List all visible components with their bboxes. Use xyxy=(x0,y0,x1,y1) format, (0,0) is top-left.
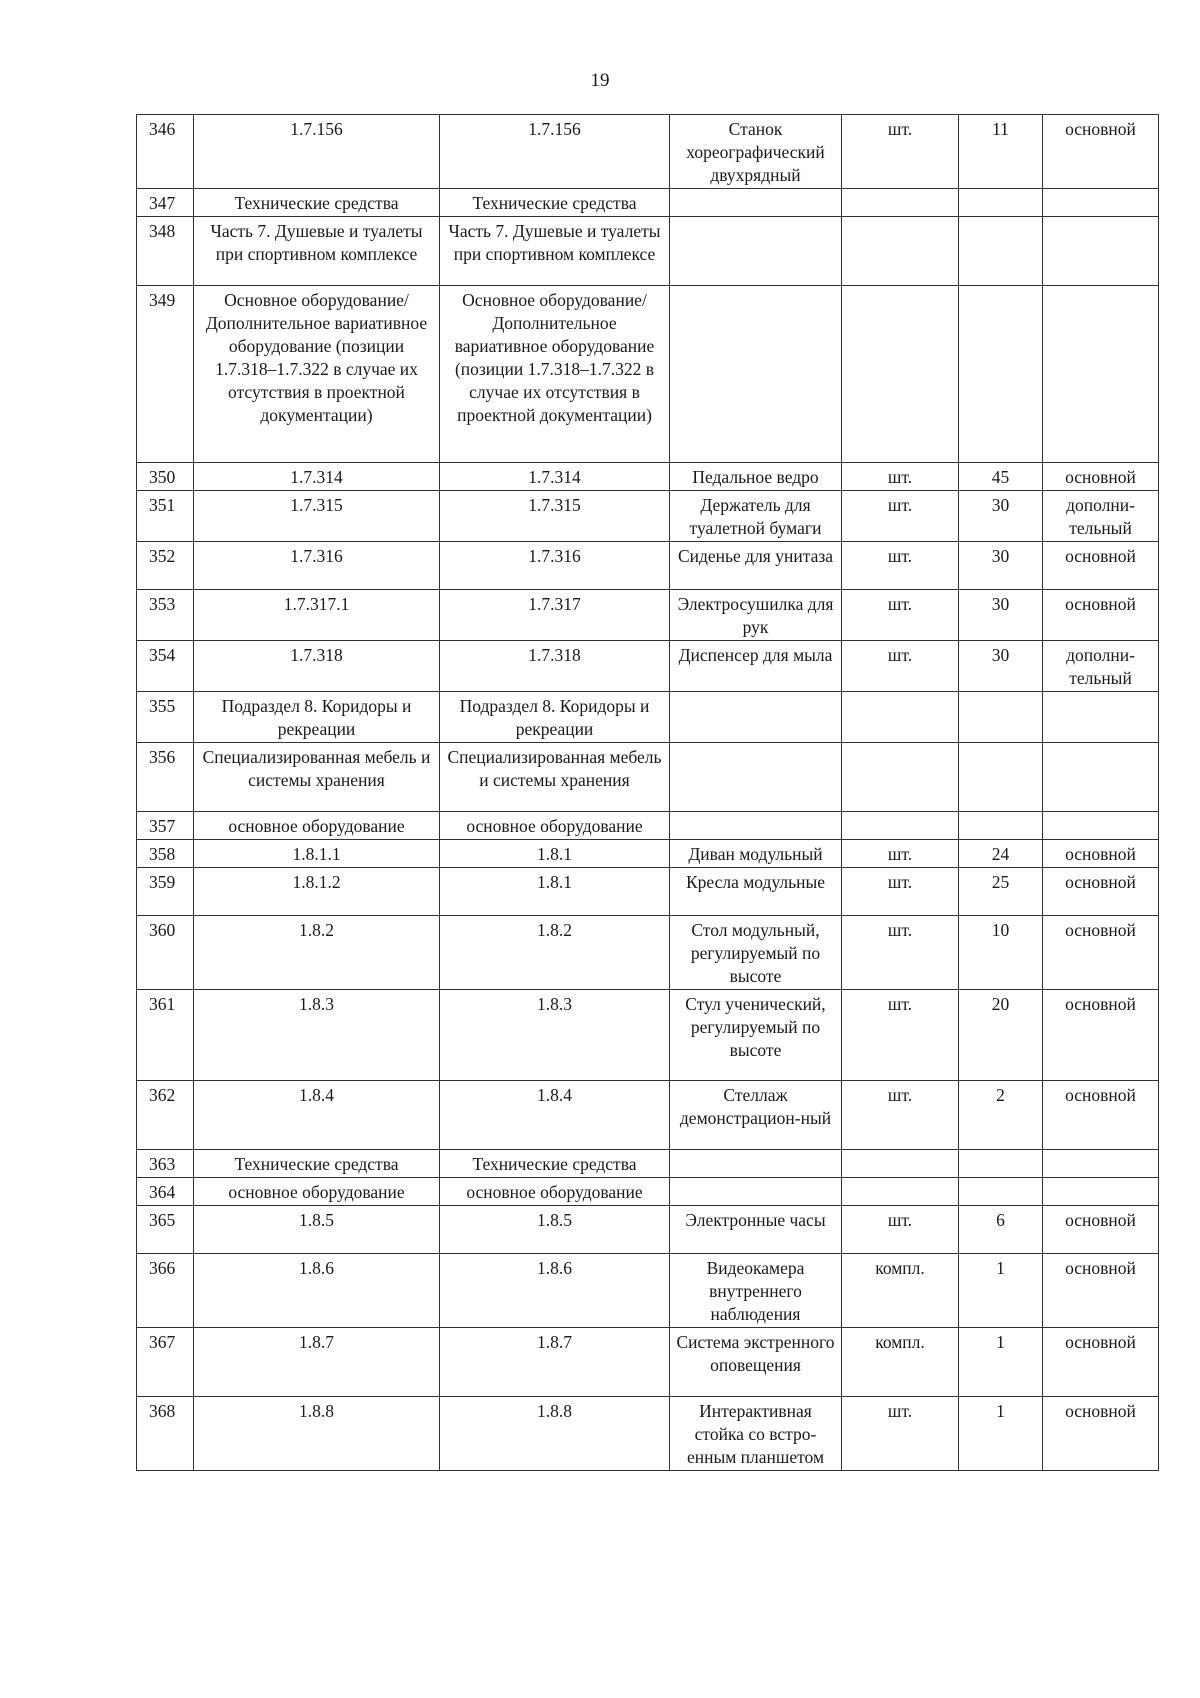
unit-cell xyxy=(842,692,959,743)
name-cell xyxy=(670,286,842,463)
unit-cell: шт. xyxy=(842,840,959,868)
code-cell: 1.7.315 xyxy=(194,491,440,542)
table-row xyxy=(137,692,1159,743)
code-cell: 1.8.6 xyxy=(194,1254,440,1328)
row-number: 358 xyxy=(137,840,194,868)
type-cell: основной xyxy=(1043,868,1159,916)
row-number: 353 xyxy=(137,590,194,641)
quantity-cell: 1 xyxy=(959,1397,1043,1471)
row-number: 363 xyxy=(137,1150,194,1178)
type-cell: основной xyxy=(1043,990,1159,1081)
unit-cell: шт. xyxy=(842,463,959,491)
name-cell: Видеокамера внутреннего наблюдения xyxy=(670,1254,842,1328)
type-cell xyxy=(1043,692,1159,743)
quantity-cell: 24 xyxy=(959,840,1043,868)
code-cell: основное оборудование xyxy=(194,1178,440,1206)
table-row xyxy=(137,189,1159,217)
name-cell: Стол модульный, регулируемый по высоте xyxy=(670,916,842,990)
row-number: 360 xyxy=(137,916,194,990)
row-number: 357 xyxy=(137,812,194,840)
code2-cell: основное оборудование xyxy=(440,812,670,840)
code2-cell: 1.8.3 xyxy=(440,990,670,1081)
table-row xyxy=(137,1150,1159,1178)
row-number: 350 xyxy=(137,463,194,491)
type-cell: основной xyxy=(1043,1081,1159,1150)
unit-cell: шт. xyxy=(842,491,959,542)
name-cell xyxy=(670,692,842,743)
quantity-cell: 30 xyxy=(959,542,1043,590)
table-body xyxy=(137,115,1159,1471)
quantity-cell: 1 xyxy=(959,1328,1043,1397)
code2-cell: 1.7.316 xyxy=(440,542,670,590)
code-cell: 1.8.8 xyxy=(194,1397,440,1471)
unit-cell: шт. xyxy=(842,1081,959,1150)
table-row xyxy=(137,542,1159,590)
code-cell: 1.8.2 xyxy=(194,916,440,990)
code2-cell: основное оборудование xyxy=(440,1178,670,1206)
type-cell xyxy=(1043,189,1159,217)
table-row xyxy=(137,1206,1159,1254)
type-cell xyxy=(1043,1150,1159,1178)
table-row xyxy=(137,916,1159,990)
type-cell: основной xyxy=(1043,916,1159,990)
row-number: 347 xyxy=(137,189,194,217)
code2-cell: Основное оборудование/Дополнительное вариативное оборудование (позиции 1.7.318–1.7.322 в случае их отсутствия в проектной документации) xyxy=(440,286,670,463)
row-number: 351 xyxy=(137,491,194,542)
name-cell: Держатель для туалетной бумаги xyxy=(670,491,842,542)
row-number: 364 xyxy=(137,1178,194,1206)
table-row xyxy=(137,840,1159,868)
code2-cell: 1.7.315 xyxy=(440,491,670,542)
name-cell: Электросушилка для рук xyxy=(670,590,842,641)
code2-cell: 1.7.314 xyxy=(440,463,670,491)
unit-cell: шт. xyxy=(842,542,959,590)
unit-cell xyxy=(842,217,959,286)
code-cell: 1.7.156 xyxy=(194,115,440,189)
unit-cell xyxy=(842,812,959,840)
table-row xyxy=(137,812,1159,840)
code2-cell: Технические средства xyxy=(440,189,670,217)
type-cell: основной xyxy=(1043,542,1159,590)
table-row xyxy=(137,641,1159,692)
quantity-cell xyxy=(959,1150,1043,1178)
quantity-cell xyxy=(959,286,1043,463)
unit-cell: шт. xyxy=(842,115,959,189)
name-cell xyxy=(670,812,842,840)
quantity-cell xyxy=(959,743,1043,812)
row-number: 368 xyxy=(137,1397,194,1471)
code-cell: Технические средства xyxy=(194,1150,440,1178)
unit-cell: шт. xyxy=(842,916,959,990)
code2-cell: Специализированная мебель и системы хранения xyxy=(440,743,670,812)
code2-cell: 1.8.7 xyxy=(440,1328,670,1397)
quantity-cell: 45 xyxy=(959,463,1043,491)
type-cell: основной xyxy=(1043,115,1159,189)
row-number: 361 xyxy=(137,990,194,1081)
quantity-cell: 2 xyxy=(959,1081,1043,1150)
unit-cell: компл. xyxy=(842,1254,959,1328)
code2-cell: Технические средства xyxy=(440,1150,670,1178)
code-cell: 1.8.1.2 xyxy=(194,868,440,916)
quantity-cell xyxy=(959,189,1043,217)
code-cell: 1.7.316 xyxy=(194,542,440,590)
row-number: 367 xyxy=(137,1328,194,1397)
table-row xyxy=(137,463,1159,491)
table-row xyxy=(137,1081,1159,1150)
type-cell: основной xyxy=(1043,840,1159,868)
unit-cell xyxy=(842,1150,959,1178)
name-cell xyxy=(670,1178,842,1206)
quantity-cell: 20 xyxy=(959,990,1043,1081)
type-cell xyxy=(1043,286,1159,463)
code2-cell: 1.8.2 xyxy=(440,916,670,990)
row-number: 346 xyxy=(137,115,194,189)
name-cell: Стул ученический, регулируемый по высоте xyxy=(670,990,842,1081)
unit-cell xyxy=(842,743,959,812)
quantity-cell: 30 xyxy=(959,641,1043,692)
quantity-cell: 30 xyxy=(959,491,1043,542)
row-number: 366 xyxy=(137,1254,194,1328)
code2-cell: 1.8.4 xyxy=(440,1081,670,1150)
code2-cell: 1.8.8 xyxy=(440,1397,670,1471)
name-cell: Интерактивная стойка со встро-енным планшетом xyxy=(670,1397,842,1471)
name-cell: Станок хореографический двухрядный xyxy=(670,115,842,189)
table-row xyxy=(137,115,1159,189)
unit-cell: шт. xyxy=(842,641,959,692)
code-cell: Подраздел 8. Коридоры и рекреации xyxy=(194,692,440,743)
name-cell: Диван модульный xyxy=(670,840,842,868)
code-cell: Основное оборудование/Дополнительное вариативное оборудование (позиции 1.7.318–1.7.322 в случае их отсутствия в проектной документации) xyxy=(194,286,440,463)
code2-cell: 1.7.156 xyxy=(440,115,670,189)
unit-cell: шт. xyxy=(842,590,959,641)
row-number: 362 xyxy=(137,1081,194,1150)
table-row xyxy=(137,990,1159,1081)
code-cell: 1.7.317.1 xyxy=(194,590,440,641)
type-cell: основной xyxy=(1043,1254,1159,1328)
name-cell: Диспенсер для мыла xyxy=(670,641,842,692)
code-cell: 1.8.1.1 xyxy=(194,840,440,868)
type-cell: основной xyxy=(1043,463,1159,491)
code2-cell: 1.7.317 xyxy=(440,590,670,641)
table-row xyxy=(137,590,1159,641)
row-number: 349 xyxy=(137,286,194,463)
type-cell xyxy=(1043,217,1159,286)
unit-cell xyxy=(842,1178,959,1206)
name-cell xyxy=(670,743,842,812)
table-row xyxy=(137,868,1159,916)
code2-cell: 1.8.1 xyxy=(440,840,670,868)
name-cell: Кресла модульные xyxy=(670,868,842,916)
type-cell: основной xyxy=(1043,1328,1159,1397)
code-cell: 1.7.318 xyxy=(194,641,440,692)
quantity-cell xyxy=(959,692,1043,743)
unit-cell: шт. xyxy=(842,868,959,916)
name-cell: Стеллаж демонстрацион-ный xyxy=(670,1081,842,1150)
type-cell: основной xyxy=(1043,1397,1159,1471)
code-cell: 1.8.7 xyxy=(194,1328,440,1397)
table-row xyxy=(137,491,1159,542)
row-number: 354 xyxy=(137,641,194,692)
page-number: 19 xyxy=(590,70,610,91)
code-cell: Часть 7. Душевые и туалеты при спортивном комплексе xyxy=(194,217,440,286)
row-number: 356 xyxy=(137,743,194,812)
type-cell xyxy=(1043,743,1159,812)
quantity-cell: 1 xyxy=(959,1254,1043,1328)
code2-cell: 1.8.1 xyxy=(440,868,670,916)
name-cell: Система экстренного оповещения xyxy=(670,1328,842,1397)
quantity-cell xyxy=(959,812,1043,840)
unit-cell: шт. xyxy=(842,1206,959,1254)
name-cell xyxy=(670,217,842,286)
type-cell xyxy=(1043,812,1159,840)
table-row xyxy=(137,1397,1159,1471)
unit-cell: шт. xyxy=(842,990,959,1081)
code-cell: 1.8.3 xyxy=(194,990,440,1081)
quantity-cell: 10 xyxy=(959,916,1043,990)
table-row xyxy=(137,1254,1159,1328)
code2-cell: 1.8.6 xyxy=(440,1254,670,1328)
code-cell: Специализированная мебель и системы хранения xyxy=(194,743,440,812)
table-row xyxy=(137,286,1159,463)
row-number: 355 xyxy=(137,692,194,743)
code-cell: 1.8.4 xyxy=(194,1081,440,1150)
code2-cell: 1.7.318 xyxy=(440,641,670,692)
row-number: 348 xyxy=(137,217,194,286)
code2-cell: Часть 7. Душевые и туалеты при спортивном комплексе xyxy=(440,217,670,286)
equipment-table xyxy=(136,114,1159,1471)
quantity-cell: 30 xyxy=(959,590,1043,641)
code2-cell: 1.8.5 xyxy=(440,1206,670,1254)
type-cell: основной xyxy=(1043,1206,1159,1254)
table-row xyxy=(137,217,1159,286)
type-cell: основной xyxy=(1043,590,1159,641)
quantity-cell: 6 xyxy=(959,1206,1043,1254)
table-row xyxy=(137,1328,1159,1397)
code-cell: 1.8.5 xyxy=(194,1206,440,1254)
name-cell xyxy=(670,189,842,217)
name-cell: Сиденье для унитаза xyxy=(670,542,842,590)
table-row xyxy=(137,1178,1159,1206)
type-cell xyxy=(1043,1178,1159,1206)
row-number: 359 xyxy=(137,868,194,916)
name-cell: Электронные часы xyxy=(670,1206,842,1254)
quantity-cell xyxy=(959,1178,1043,1206)
code-cell: основное оборудование xyxy=(194,812,440,840)
quantity-cell: 11 xyxy=(959,115,1043,189)
type-cell: дополни-тельный xyxy=(1043,491,1159,542)
unit-cell: компл. xyxy=(842,1328,959,1397)
code-cell: 1.7.314 xyxy=(194,463,440,491)
quantity-cell xyxy=(959,217,1043,286)
row-number: 352 xyxy=(137,542,194,590)
code2-cell: Подраздел 8. Коридоры и рекреации xyxy=(440,692,670,743)
name-cell: Педальное ведро xyxy=(670,463,842,491)
unit-cell: шт. xyxy=(842,1397,959,1471)
type-cell: дополни-тельный xyxy=(1043,641,1159,692)
row-number: 365 xyxy=(137,1206,194,1254)
table-row xyxy=(137,743,1159,812)
quantity-cell: 25 xyxy=(959,868,1043,916)
unit-cell xyxy=(842,189,959,217)
name-cell xyxy=(670,1150,842,1178)
unit-cell xyxy=(842,286,959,463)
code-cell: Технические средства xyxy=(194,189,440,217)
